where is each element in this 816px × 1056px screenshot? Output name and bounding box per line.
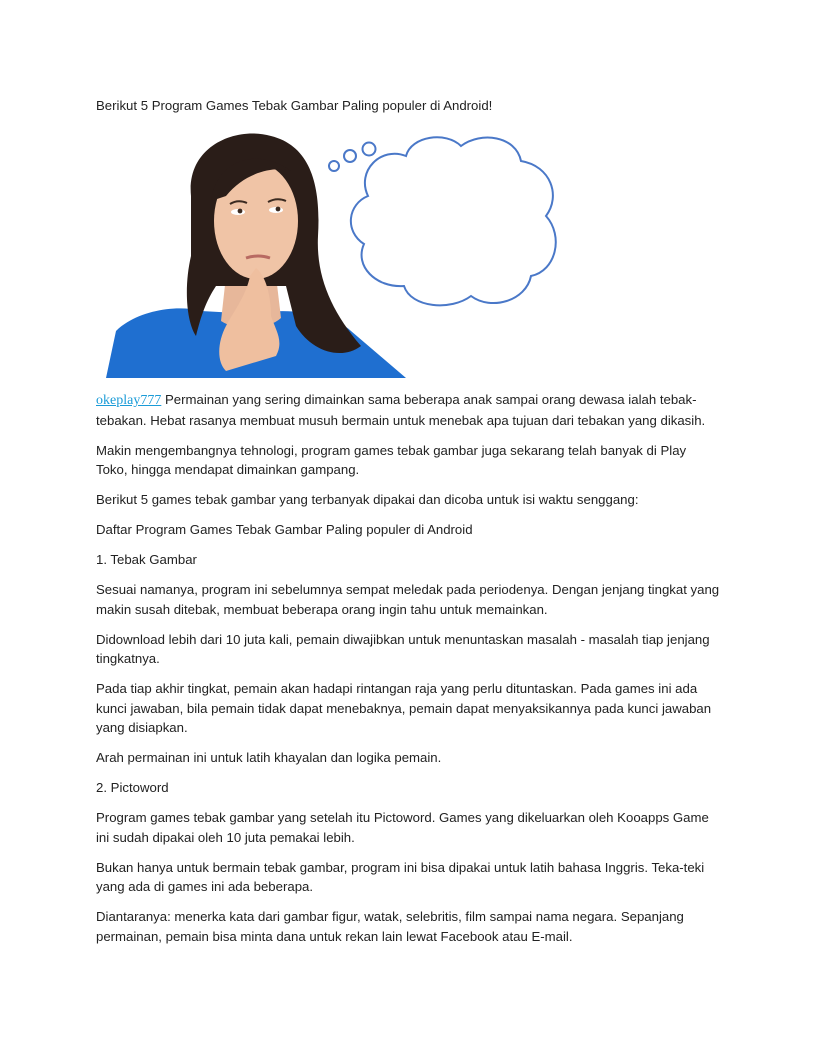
- woman-thinking-image: [106, 126, 566, 378]
- intro-paragraph: [96, 390, 720, 430]
- paragraph: Arah permainan ini untuk latih khayalan dan logika pemain.: [96, 750, 442, 765]
- paragraph: Bukan hanya untuk bermain tebak gambar, program ini bisa dipakai untuk latih bahasa Inggris. Teka-teki yang ada di games ini ada beberapa.: [96, 859, 705, 894]
- paragraph: Sesuai namanya, program ini sebelumnya sempat meledak pada periodenya. Dengan jenjang tingkat yang makin susah ditebak, membuat beberapa orang ingin tahu untuk memainkan.: [96, 582, 720, 617]
- okeplay777-link[interactable]: okeplay777: [96, 393, 162, 408]
- thought-bubble-icon: [329, 137, 556, 305]
- paragraph: Daftar Program Games Tebak Gambar Paling populer di Android: [96, 522, 473, 537]
- document-title: Berikut 5 Program Games Tebak Gambar Paling populer di Android!: [96, 98, 493, 113]
- article-body: [96, 390, 720, 957]
- paragraph: Makin mengembangnya tehnologi, program games tebak gambar juga sekarang telah banyak di Play Toko, hingga mendapat dimainkan gampang.: [96, 442, 687, 477]
- paragraph: Program games tebak gambar yang setelah itu Pictoword. Games yang dikeluarkan oleh Kooapps Game ini sudah dipakai oleh 10 juta pemakai lebih.: [96, 810, 709, 845]
- section-heading: 1. Tebak Gambar: [96, 552, 197, 567]
- intro-text: Permainan yang sering dimainkan sama beberapa anak sampai orang dewasa ialah tebak-tebakan. Hebat rasanya membuat musuh bermain untuk menebak apa tujuan dari tebakan yang dikasih.: [96, 392, 706, 428]
- paragraph: Diantaranya: menerka kata dari gambar figur, watak, selebritis, film sampai nama negara. Sepanjang permainan, pemain bisa minta dana untuk rekan lain lewat Facebook atau E-mail.: [96, 909, 684, 944]
- paragraph: Pada tiap akhir tingkat, pemain akan hadapi rintangan raja yang perlu dituntaskan. Pada games ini ada kunci jawaban, bila pemain tidak dapat menebaknya, pemain dapat menyaksikannya pada kunci jawaban yang disiapkan.: [96, 681, 712, 735]
- paragraph: Berikut 5 games tebak gambar yang terbanyak dipakai dan dicoba untuk isi waktu senggang:: [96, 492, 639, 507]
- paragraph: Didownload lebih dari 10 juta kali, pemain diwajibkan untuk menuntaskan masalah - masalah tiap jenjang tingkatnya.: [96, 631, 710, 666]
- section-heading: 2. Pictoword: [96, 780, 169, 795]
